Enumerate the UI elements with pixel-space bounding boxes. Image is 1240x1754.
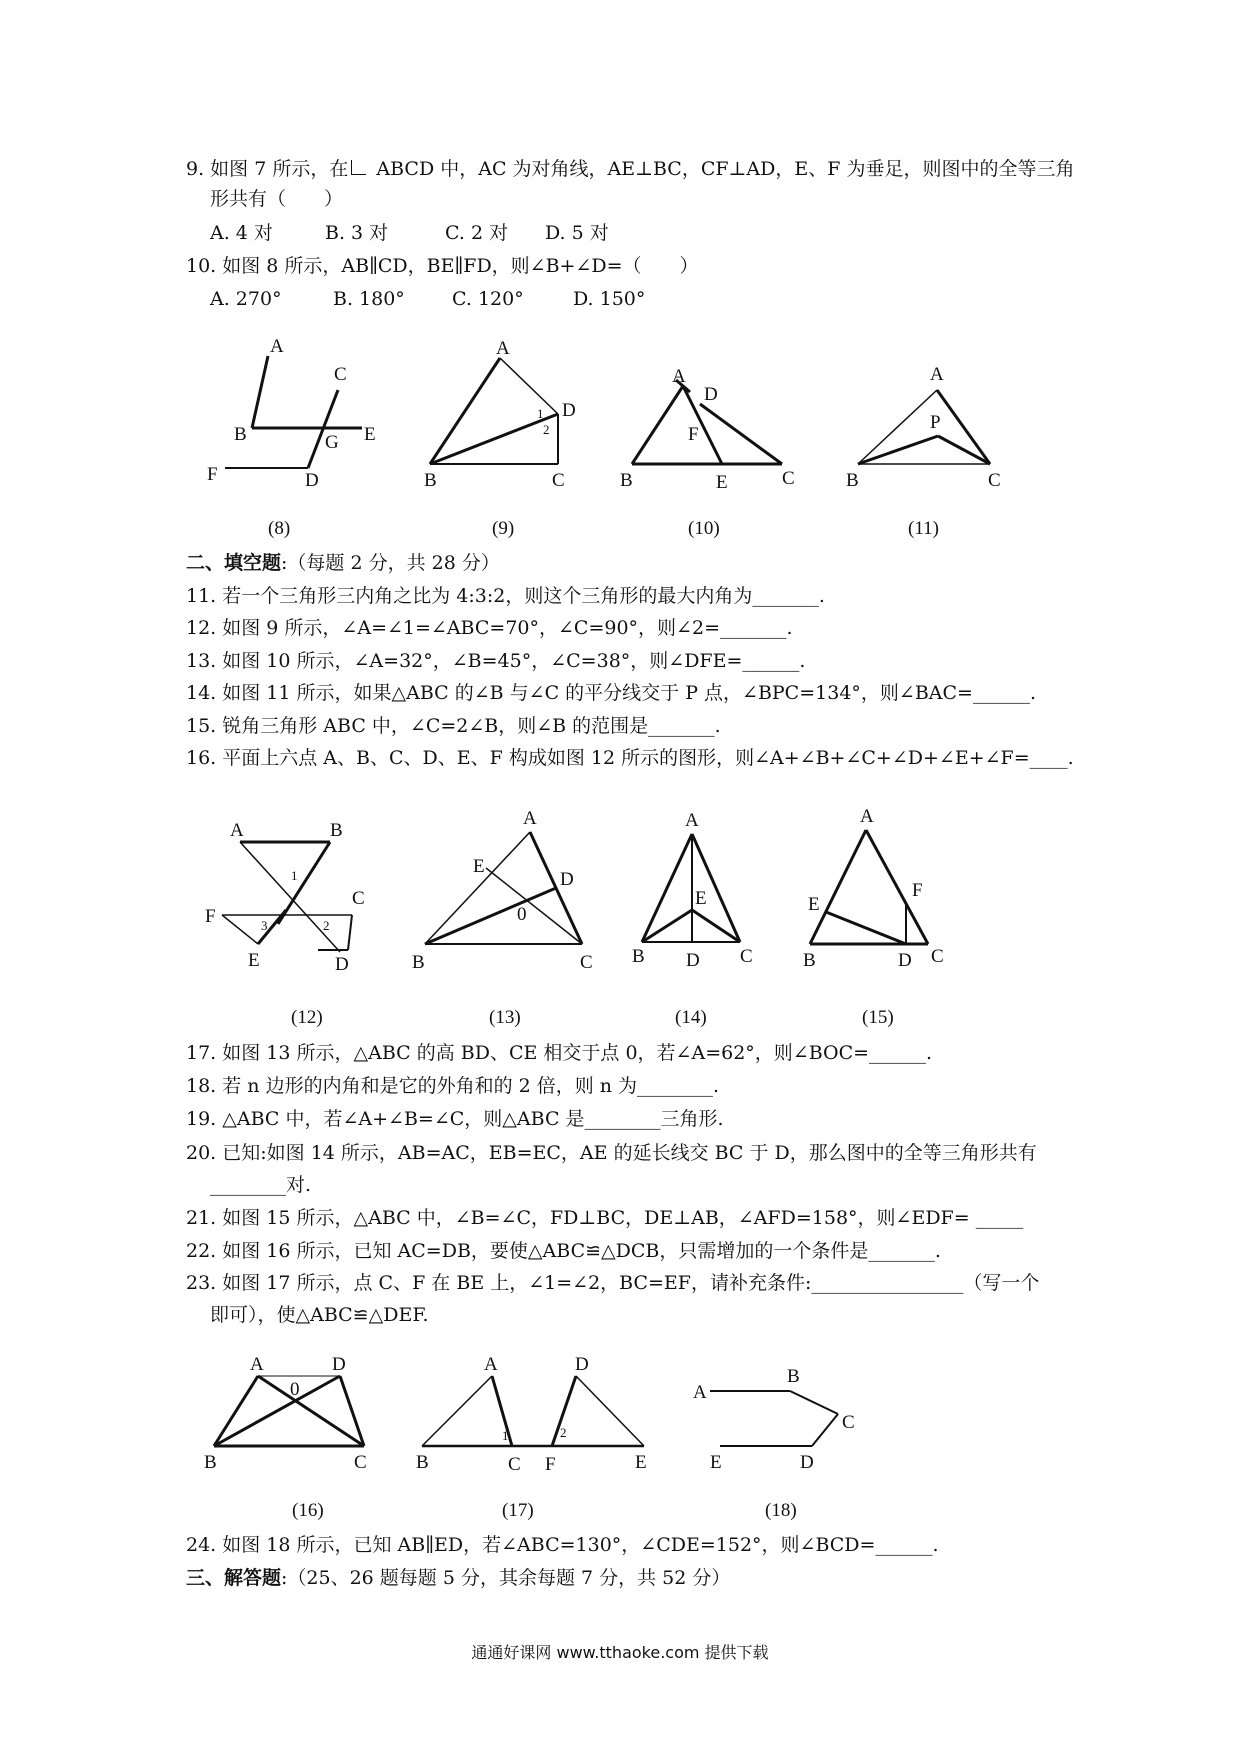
fig8-label-b: B	[234, 424, 247, 445]
question-21: 21. 如图 15 所示，△ABC 中，∠B=∠C，FD⊥BC，DE⊥AB，∠AFD=158°，则∠EDF= _____	[186, 1207, 1024, 1229]
question-24: 24. 如图 18 所示，已知 AB∥ED，若∠ABC=130°，∠CDE=152°，则∠BCD=______.	[186, 1534, 939, 1556]
fig8-label-d: D	[305, 470, 319, 491]
fig9-label-2: 2	[543, 422, 550, 437]
fig11-label-p: P	[930, 412, 941, 433]
figure-16	[214, 1376, 364, 1446]
question-13: 13. 如图 10 所示，∠A=32°，∠B=45°，∠C=38°，则∠DFE=______.	[186, 650, 806, 672]
figure-17	[422, 1376, 644, 1446]
fig17-label-c: C	[508, 1454, 521, 1475]
question-20-line1: 20. 已知:如图 14 所示，AB=AC，EB=EC，AE 的延长线交 BC 于 D，那么图中的全等三角形共有	[186, 1142, 1037, 1164]
q10-option-a: A. 270°	[210, 288, 282, 310]
caption-17: (17)	[502, 1500, 534, 1521]
fig12-label-d: D	[335, 954, 349, 975]
section-3-heading	[186, 1566, 730, 1590]
fig13-label-a: A	[523, 808, 537, 829]
fig14-label-e: E	[695, 888, 707, 909]
fig9-label-a: A	[496, 338, 510, 359]
question-9-text-b: ABCD 中，AC 为对角线，AE⊥BC，CF⊥AD，E、F 为垂足，则图中的全等三角	[370, 158, 1075, 180]
question-9-text-a: 9. 如图 7 所示，在	[186, 158, 349, 180]
caption-12: (12)	[291, 1007, 323, 1028]
fig15-label-b: B	[803, 950, 816, 971]
fig14-label-b: B	[632, 946, 645, 967]
fig13-label-e: E	[473, 856, 485, 877]
question-10-line1: 10. 如图 8 所示，AB∥CD，BE∥FD，则∠B+∠D=（ ）	[186, 255, 699, 277]
caption-18: (18)	[765, 1500, 797, 1521]
fig8-label-c: C	[334, 364, 347, 385]
caption-8: (8)	[268, 518, 291, 539]
question-16: 16. 平面上六点 A、B、C、D、E、F 构成如图 12 所示的图形，则∠A+∠B+∠C+∠D+∠E+∠F=____.	[186, 747, 1074, 769]
fig8-label-a: A	[270, 336, 284, 357]
fig10-label-e: E	[716, 472, 728, 493]
q10-option-b: B. 180°	[333, 288, 405, 310]
fig10-label-f: F	[688, 424, 699, 445]
fig17-label-d: D	[575, 1354, 589, 1375]
section-2-title: 二、填空题	[186, 552, 282, 574]
fig12-label-2: 2	[323, 918, 330, 933]
fig18-label-d: D	[800, 1452, 814, 1473]
caption-14: (14)	[675, 1007, 707, 1028]
fig15-label-f: F	[912, 880, 923, 901]
question-17: 17. 如图 13 所示，△ABC 的高 BD、CE 相交于点 0，若∠A=62°，则∠BOC=______.	[186, 1042, 933, 1064]
fig17-label-2: 2	[560, 1425, 567, 1440]
fig11-label-a: A	[930, 364, 944, 385]
caption-11: (11)	[908, 518, 939, 539]
section-3-desc: :（25、26 题每题 5 分，其余每题 7 分，共 52 分）	[281, 1567, 731, 1589]
fig11-label-b: B	[846, 470, 859, 491]
fig17-label-e: E	[635, 1452, 647, 1473]
fig12-label-3: 3	[261, 918, 268, 933]
question-9-line2: 形共有（ ）	[210, 188, 344, 210]
caption-10: (10)	[688, 518, 720, 539]
fig12-label-1: 1	[291, 868, 298, 883]
fig18-label-a: A	[693, 1382, 707, 1403]
question-11: 11. 若一个三角形三内角之比为 4:3:2，则这个三角形的最大内角为_______.	[186, 585, 825, 607]
section-3-title: 三、解答题	[186, 1567, 282, 1589]
figure-18	[710, 1391, 838, 1446]
fig16-label-d: D	[332, 1354, 346, 1375]
fig17-label-1: 1	[502, 1428, 509, 1443]
footer-text: 通通好课网 www.tthaoke.com 提供下载	[471, 1643, 769, 1662]
fig14-label-c: C	[740, 946, 753, 967]
question-23-line1: 23. 如图 17 所示，点 C、F 在 BE 上，∠1=∠2，BC=EF，请补充条件:________________（写一个	[186, 1272, 1040, 1294]
fig16-label-c: C	[354, 1452, 367, 1473]
q10-option-c: C. 120°	[452, 288, 524, 310]
fig8-label-e: E	[364, 424, 376, 445]
fig8-label-f: F	[207, 464, 218, 485]
question-23-line2: 即可），使△ABC≌△DEF.	[210, 1304, 429, 1326]
fig12-label-e: E	[248, 950, 260, 971]
fig18-label-b: B	[787, 1366, 800, 1387]
question-19: 19. △ABC 中，若∠A+∠B=∠C，则△ABC 是________三角形.	[186, 1108, 724, 1130]
fig12-label-f: F	[205, 906, 216, 927]
fig13-label-b: B	[412, 952, 425, 973]
fig18-label-e: E	[710, 1452, 722, 1473]
fig15-label-d: D	[898, 950, 912, 971]
q9-option-d: D. 5 对	[545, 222, 609, 244]
fig14-label-a: A	[685, 810, 699, 831]
q10-option-d: D. 150°	[573, 288, 646, 310]
fig12-label-a: A	[230, 820, 244, 841]
fig18-label-c: C	[842, 1412, 855, 1433]
fig17-label-b: B	[416, 1452, 429, 1473]
fig13-label-c: C	[580, 952, 593, 973]
caption-15: (15)	[862, 1007, 894, 1028]
fig9-label-1: 1	[537, 406, 544, 421]
fig9-label-b: B	[424, 470, 437, 491]
section-2-desc: :（每题 2 分，共 28 分）	[281, 552, 500, 574]
fig10-label-a: A	[672, 366, 686, 387]
fig17-label-a: A	[484, 1354, 498, 1375]
fig8-label-g: G	[325, 432, 339, 453]
fig10-label-b: B	[620, 470, 633, 491]
fig10-label-d: D	[704, 384, 718, 405]
question-22: 22. 如图 16 所示，已知 AC=DB，要使△ABC≌△DCB，只需增加的一个条件是_______.	[186, 1240, 941, 1262]
question-15: 15. 锐角三角形 ABC 中，∠C=2∠B，则∠B 的范围是_______.	[186, 715, 721, 737]
fig12-label-c: C	[352, 888, 365, 909]
q9-option-a: A. 4 对	[210, 222, 273, 244]
fig15-label-e: E	[808, 894, 820, 915]
fig16-label-o: 0	[290, 1379, 300, 1400]
fig13-label-d: D	[560, 869, 574, 890]
q9-option-b: B. 3 对	[325, 222, 389, 244]
fig15-label-c: C	[931, 946, 944, 967]
fig16-label-b: B	[204, 1452, 217, 1473]
caption-9: (9)	[492, 518, 515, 539]
question-14: 14. 如图 11 所示，如果△ABC 的∠B 与∠C 的平分线交于 P 点，∠BPC=134°，则∠BAC=______.	[186, 682, 1037, 704]
fig9-label-c: C	[552, 470, 565, 491]
fig14-label-d: D	[686, 950, 700, 971]
question-20-line2: ________对.	[210, 1174, 312, 1196]
question-12: 12. 如图 9 所示，∠A=∠1=∠ABC=70°，∠C=90°，则∠2=_______.	[186, 617, 793, 639]
fig17-label-f: F	[545, 1454, 556, 1475]
caption-16: (16)	[292, 1500, 324, 1521]
fig10-label-c: C	[782, 468, 795, 489]
fig9-label-d: D	[562, 400, 576, 421]
question-18: 18. 若 n 边形的内角和是它的外角和的 2 倍，则 n 为________.	[186, 1075, 720, 1097]
fig12-label-b: B	[330, 820, 343, 841]
q9-option-c: C. 2 对	[445, 222, 509, 244]
fig15-label-a: A	[860, 806, 874, 827]
fig13-label-o: 0	[517, 904, 527, 925]
fig16-label-a: A	[250, 1354, 264, 1375]
fig11-label-c: C	[988, 470, 1001, 491]
caption-13: (13)	[489, 1007, 521, 1028]
